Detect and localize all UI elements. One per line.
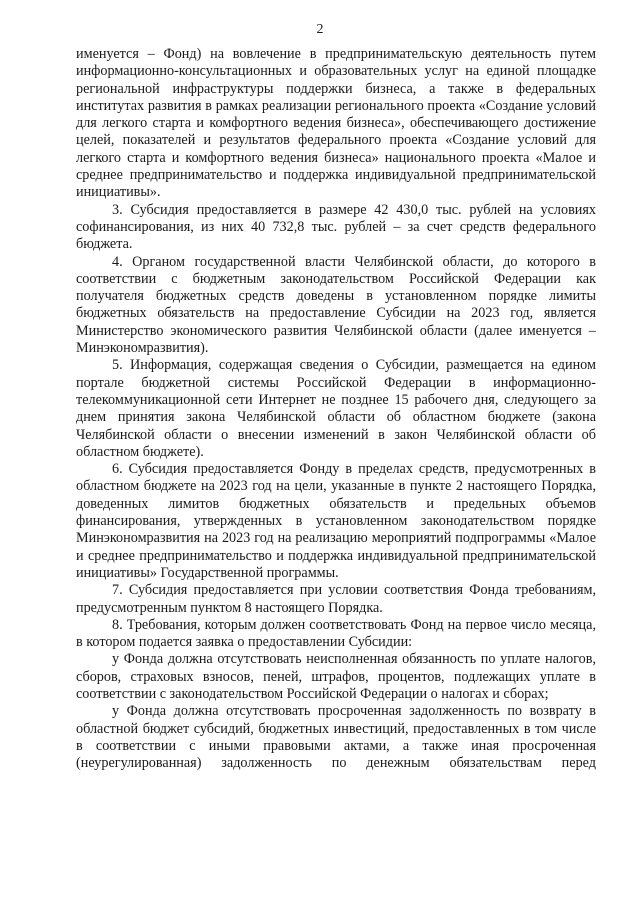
paragraph-fund-purpose-continued: именуется – Фонд) на вовлечение в предпринимательскую деятельность путем информационно-консультационных и образовательных услуг на единой площадке региональной инфраструктуры поддержки бизнеса, а также в федеральных институтах развития в рамках реализации регионального проекта «Создание условий для легкого старта и комфортного ведения бизнеса», обеспечивающего достижение целей, показателей и результатов федерального проекта «Создание условий для легкого старта и комфортного ведения бизнеса» национального проекта «Малое и среднее предпринимательство и поддержка индивидуальной предпринимательской инициативы». [76, 46, 596, 201]
paragraph-8-requirements: 8. Требования, которым должен соответствовать Фонд на первое число месяца, в котором подается заявка о предоставлении Субсидии: [76, 616, 596, 651]
paragraph-4-state-authority: 4. Органом государственной власти Челябинской области, до которого в соответствии с бюджетным законодательством Российской Федерации как получателя бюджетных средств доведены в установленном порядке лимиты бюджетных обязательств на предоставление Субсидии на 2023 год, является Министерство экономического развития Челябинской области (далее именуется – Минэкономразвития). [76, 253, 596, 357]
requirement-no-overdue-debt: у Фонда должна отсутствовать просроченная задолженность по возврату в областной бюджет субсидий, бюджетных инвестиций, предоставленных в том числе в соответствии с иными правовыми актами, а также иная просроченная (неурегулированная) задолженность по денежным обязательствам перед [76, 703, 596, 772]
document-body [76, 46, 596, 772]
page-number: 2 [316, 22, 324, 37]
paragraph-3-subsidy-amount: 3. Субсидия предоставляется в размере 42 430,0 тыс. рублей на условиях софинансирования, из них 40 732,8 тыс. рублей – за счет средств федерального бюджета. [76, 201, 596, 253]
requirement-no-tax-debt: у Фонда должна отсутствовать неисполненная обязанность по уплате налогов, сборов, страховых взносов, пеней, штрафов, процентов, подлежащих уплате в соответствии с законодательством Российской Федерации о налогах и сборах; [76, 651, 596, 702]
paragraph-7-subsidy-conditions: 7. Субсидия предоставляется при условии соответствия Фонда требованиям, предусмотренным пунктом 8 настоящего Порядка. [76, 582, 596, 616]
paragraph-5-information-publication: 5. Информация, содержащая сведения о Субсидии, размещается на едином портале бюджетной системы Российской Федерации в информационно-телекоммуникационной сети Интернет не позднее 15 рабочего дня, следующего за днем принятия закона Челябинской области об областном бюджете (закона Челябинской области о внесении изменений в закон Челябинской области об областном бюджете). [76, 357, 596, 460]
paragraph-6-subsidy-limits: 6. Субсидия предоставляется Фонду в пределах средств, предусмотренных в областном бюджете на 2023 год на цели, указанные в пункте 2 настоящего Порядка, доведенных лимитов бюджетных обязательств и предельных объемов финансирования, утвержденных в установленном законодательством порядке Минэкономразвития на 2023 год на реализацию мероприятий подпрограммы «Малое и среднее предпринимательство и поддержка индивидуальной предпринимательской инициативы» Государственной программы. [76, 461, 596, 581]
